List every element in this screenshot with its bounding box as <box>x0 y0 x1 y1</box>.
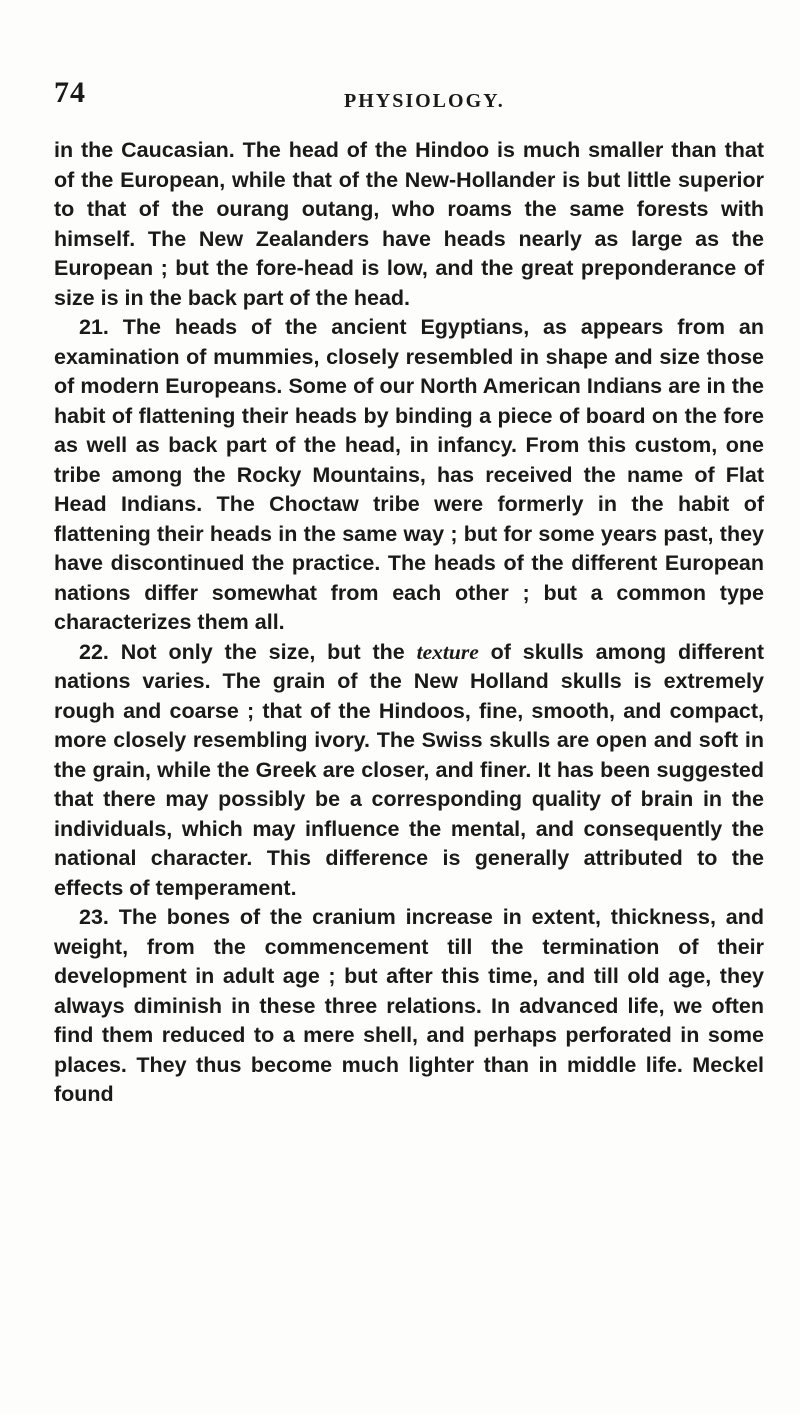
body-text <box>54 136 764 1110</box>
paragraph-23: 23. The bones of the cranium increase in extent, thickness, and weight, from the commencement till the termination of their development in adult age ; but after this time, and till old age, they always diminish in these three relations. In advanced life, we often find them reduced to a mere shell, and perhaps perforated in some places. They thus become much lighter than in middle life. Meckel found <box>54 905 764 1106</box>
paragraph-22-start: 22. Not only the size, but the <box>79 639 417 664</box>
page-number: 74 <box>54 76 86 109</box>
italic-term: texture <box>416 639 479 664</box>
paragraph-21: 21. The heads of the ancient Egyptians, as appears from an examination of mummies, closely resembled in shape and size those of modern Europeans. Some of our North American Indians are in the habit of flattening their heads by binding a piece of board on the fore as well as back part of the head, in infancy. From this custom, one tribe among the Rocky Mountains, has received the name of Flat Head Indians. The Choctaw tribe were formerly in the habit of flattening their heads in the same way ; but for some years past, they have discontinued the practice. The heads of the different European nations differ somewhat from each other ; but a common type characterizes them all. <box>54 315 764 634</box>
page-header <box>54 76 760 116</box>
paragraph-22-rest: of skulls among different nations varies. The grain of the New Holland skulls is extremely rough and coarse ; that of the Hindoos, fine, smooth, and compact, more closely resembling ivory. The Swiss skulls are open and soft in the grain, while the Greek are closer, and finer. It has been suggested that there may possibly be a corresponding quality of brain in the individuals, which may influence the mental, and consequently the national character. This difference is generally attributed to the effects of temperament. <box>54 639 764 900</box>
paragraph-continued: in the Caucasian. The head of the Hindoo is much smaller than that of the European, while that of the New-Hollander is but little superior to that of the ourang outang, who roams the same forests with himself. The New Zealanders have heads nearly as large as the European ; but the fore-head is low, and the great preponderance of size is in the back part of the head. <box>54 138 764 310</box>
running-head: PHYSIOLOGY. <box>344 90 505 112</box>
paragraph-22 <box>54 638 764 904</box>
